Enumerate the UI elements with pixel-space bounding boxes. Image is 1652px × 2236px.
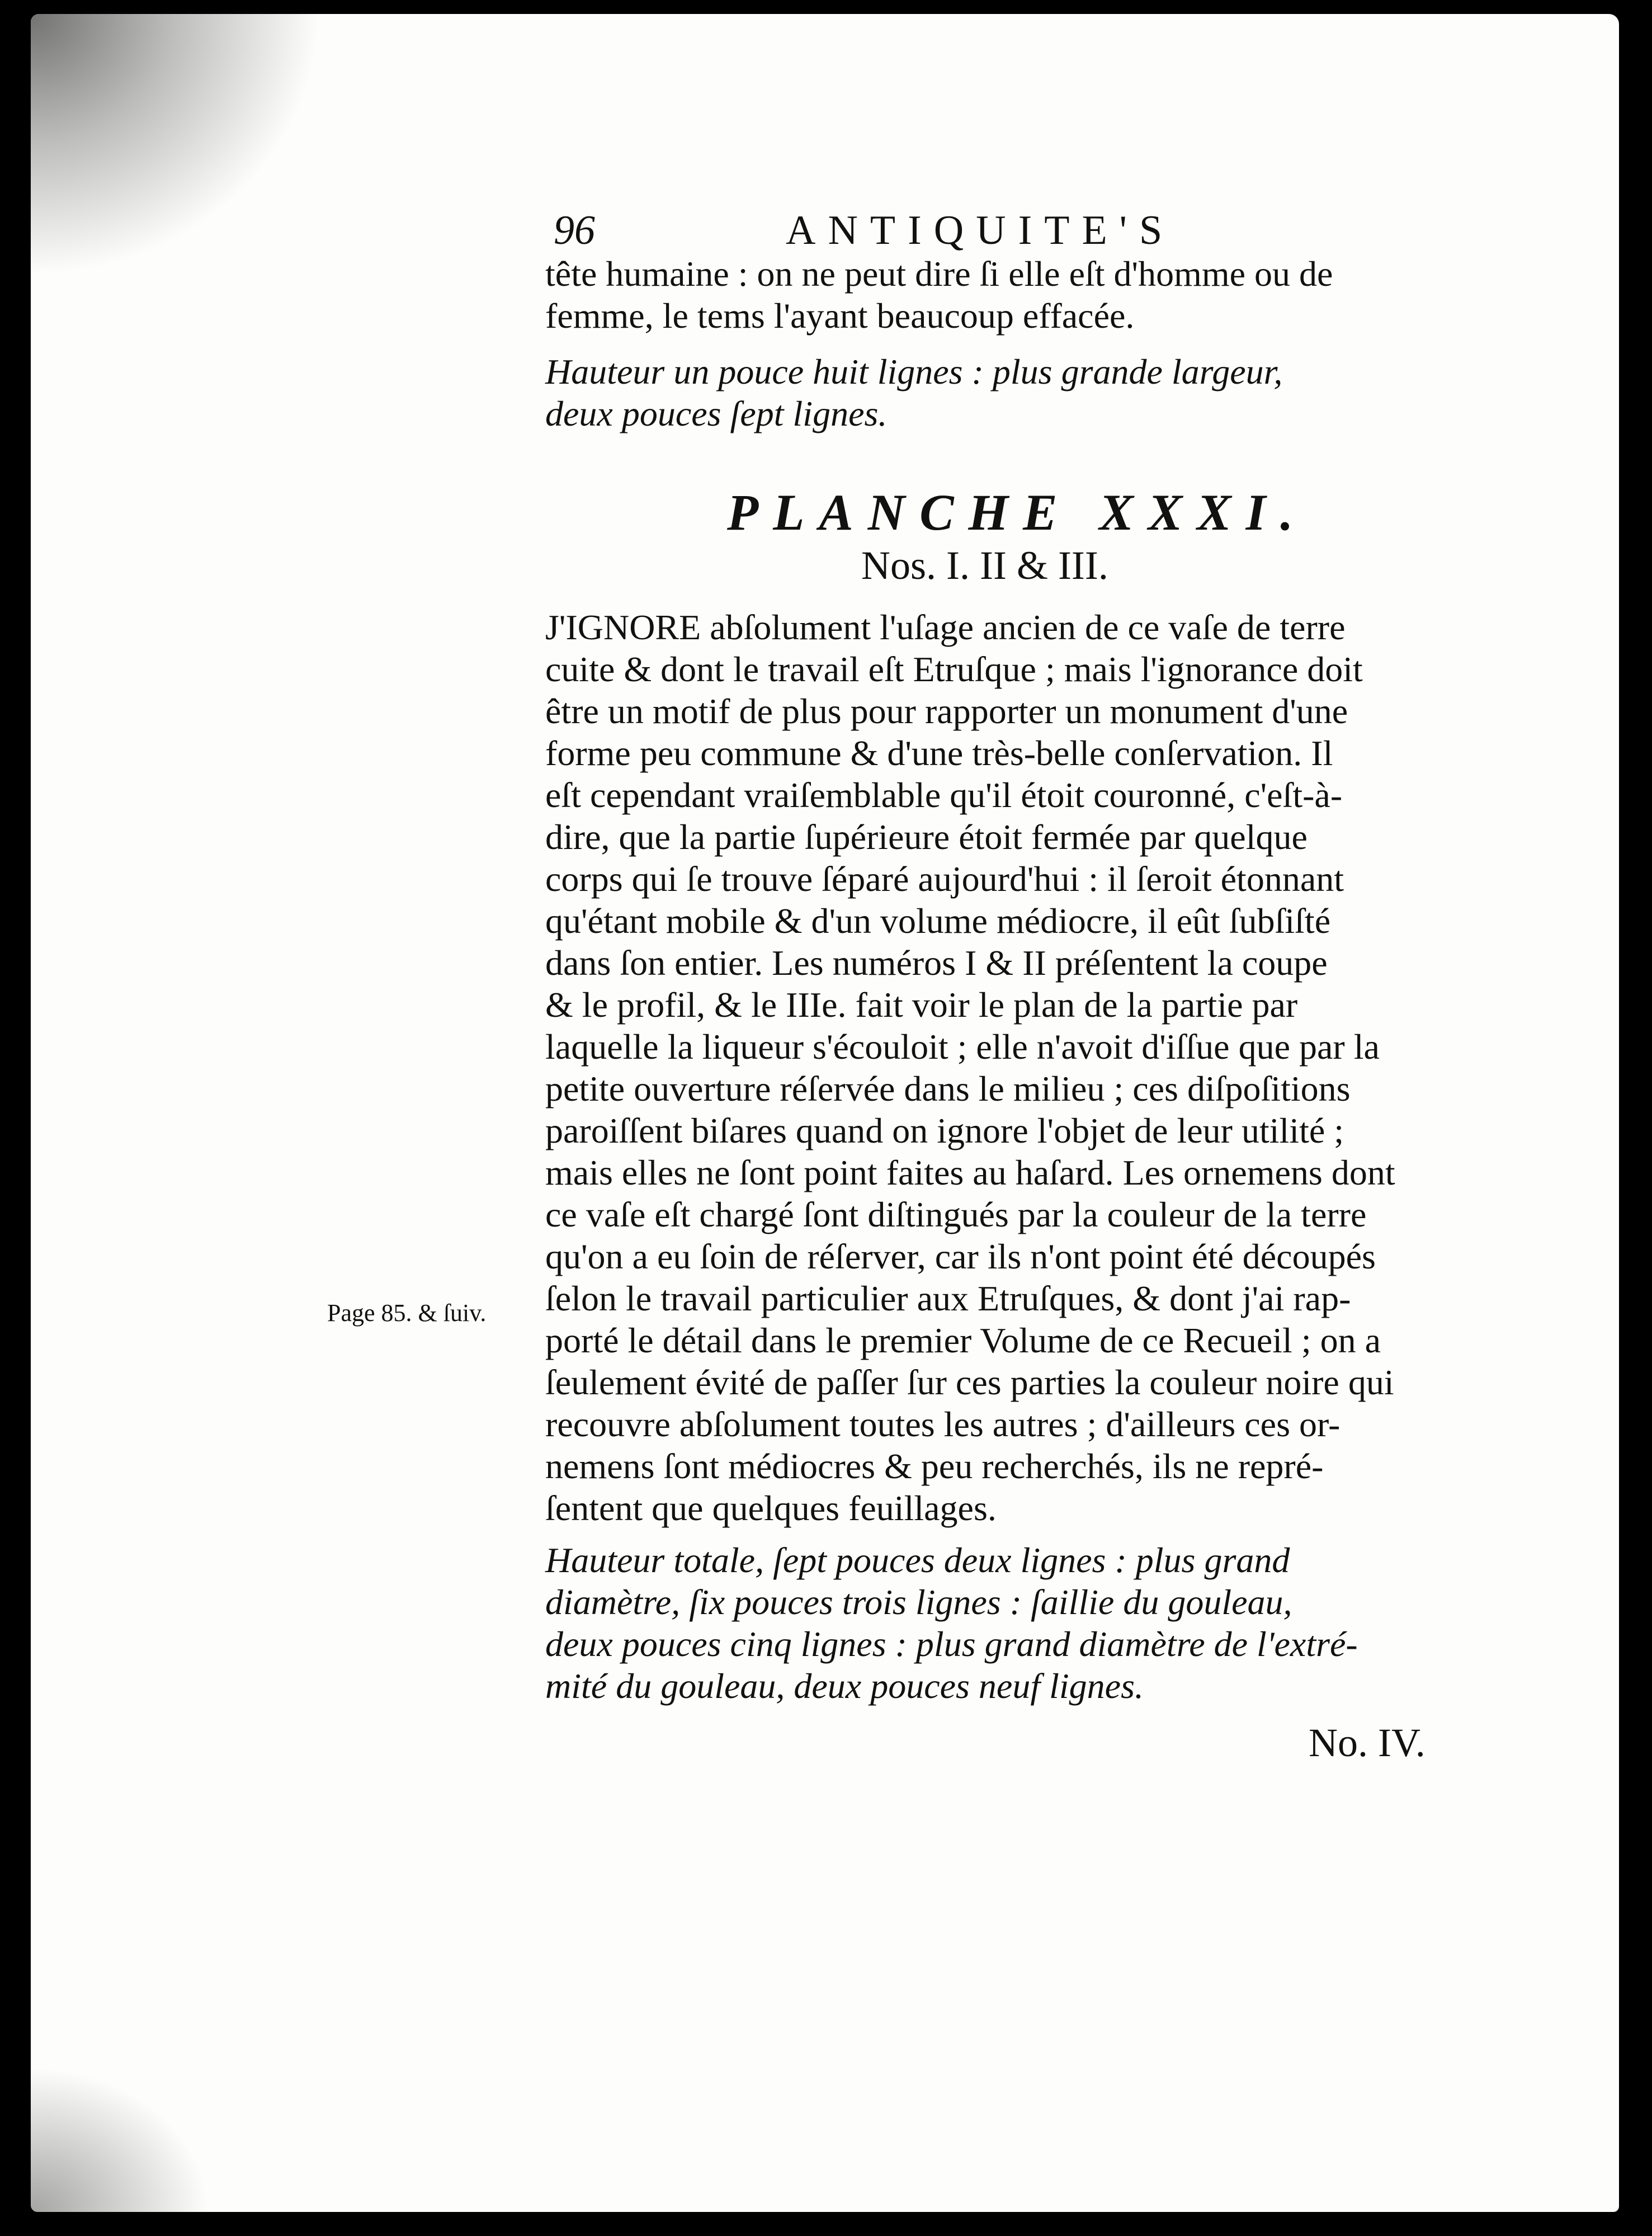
body-line: petite ouverture réſervée dans le milieu ; ces diſpoſitions bbox=[545, 1069, 1351, 1108]
body-line: J'IGNORE abſolument l'uſage ancien de ce vaſe de terre bbox=[545, 607, 1346, 647]
body-line: paroiſſent biſares quand on ignore l'objet de leur utilité ; bbox=[545, 1111, 1344, 1150]
body-line: corps qui ſe trouve ſéparé aujourd'hui : il ſeroit étonnant bbox=[545, 859, 1344, 899]
body-line: dans ſon entier. Les numéros I & II préſentent la coupe bbox=[545, 943, 1328, 983]
plate-numbers: Nos. I. II & III. bbox=[861, 543, 1108, 588]
body-line: recouvre abſolument toutes les autres ; d'ailleurs ces or- bbox=[545, 1404, 1341, 1444]
measure-line: deux pouces ſept lignes. bbox=[545, 394, 888, 433]
measure-line: Hauteur totale, ſept pouces deux lignes : plus grand bbox=[545, 1540, 1290, 1580]
body-line: nemens ſont médiocres & peu recherchés, ils ne repré- bbox=[545, 1446, 1324, 1486]
body-line: eſt cependant vraiſemblable qu'il étoit couronné, c'eſt-à- bbox=[545, 775, 1343, 815]
body-line: ſentent que quelques feuillages. bbox=[545, 1488, 997, 1528]
body-line: qu'on a eu ſoin de réſerver, car ils n'ont point été découpés bbox=[545, 1237, 1376, 1276]
page-number: 96 bbox=[554, 207, 595, 253]
book-page bbox=[31, 14, 1619, 2212]
catchword: No. IV. bbox=[1309, 1720, 1426, 1765]
plate-title: PLANCHE XXXI. bbox=[727, 484, 1308, 541]
measure-line: Hauteur un pouce huit lignes : plus grande largeur, bbox=[545, 352, 1283, 391]
margin-note: Page 85. & ſuiv. bbox=[327, 1299, 487, 1327]
measure-line: deux pouces cinq lignes : plus grand diamètre de l'extré- bbox=[545, 1624, 1358, 1664]
measure-line: mité du gouleau, deux pouces neuf lignes. bbox=[545, 1666, 1144, 1706]
body-line: dire, que la partie ſupérieure étoit fermée par quelque bbox=[545, 817, 1308, 857]
scan-shadow bbox=[31, 14, 322, 277]
body-line: mais elles ne ſont point faites au haſard. Les ornemens dont bbox=[545, 1153, 1395, 1192]
text-line: tête humaine : on ne peut dire ſi elle eſt d'homme ou de bbox=[545, 254, 1333, 294]
body-line: être un motif de plus pour rapporter un monument d'une bbox=[545, 691, 1348, 731]
body-line: ce vaſe eſt chargé ſont diſtingués par la couleur de la terre bbox=[545, 1195, 1367, 1234]
running-title: ANTIQUITE'S bbox=[786, 207, 1175, 253]
body-line: ſeulement évité de paſſer ſur ces parties la couleur noire qui bbox=[545, 1362, 1394, 1402]
measure-line: diamètre, ſix pouces trois lignes : ſaillie du gouleau, bbox=[545, 1582, 1292, 1622]
body-line: porté le détail dans le premier Volume de ce Recueil ; on a bbox=[545, 1320, 1381, 1360]
body-line: ſelon le travail particulier aux Etruſques, & dont j'ai rap- bbox=[545, 1279, 1351, 1318]
scan-shadow-bottom bbox=[31, 2067, 210, 2212]
body-line: & le profil, & le IIIe. fait voir le plan de la partie par bbox=[545, 985, 1298, 1025]
body-line: laquelle la liqueur s'écouloit ; elle n'avoit d'iſſue que par la bbox=[545, 1027, 1380, 1067]
body-line: forme peu commune & d'une très-belle conſervation. Il bbox=[545, 733, 1333, 773]
text-line: femme, le tems l'ayant beaucoup effacée. bbox=[545, 296, 1135, 336]
body-line: qu'étant mobile & d'un volume médiocre, il eût ſubſiſté bbox=[545, 901, 1331, 941]
body-line: cuite & dont le travail eſt Etruſque ; mais l'ignorance doit bbox=[545, 649, 1363, 689]
